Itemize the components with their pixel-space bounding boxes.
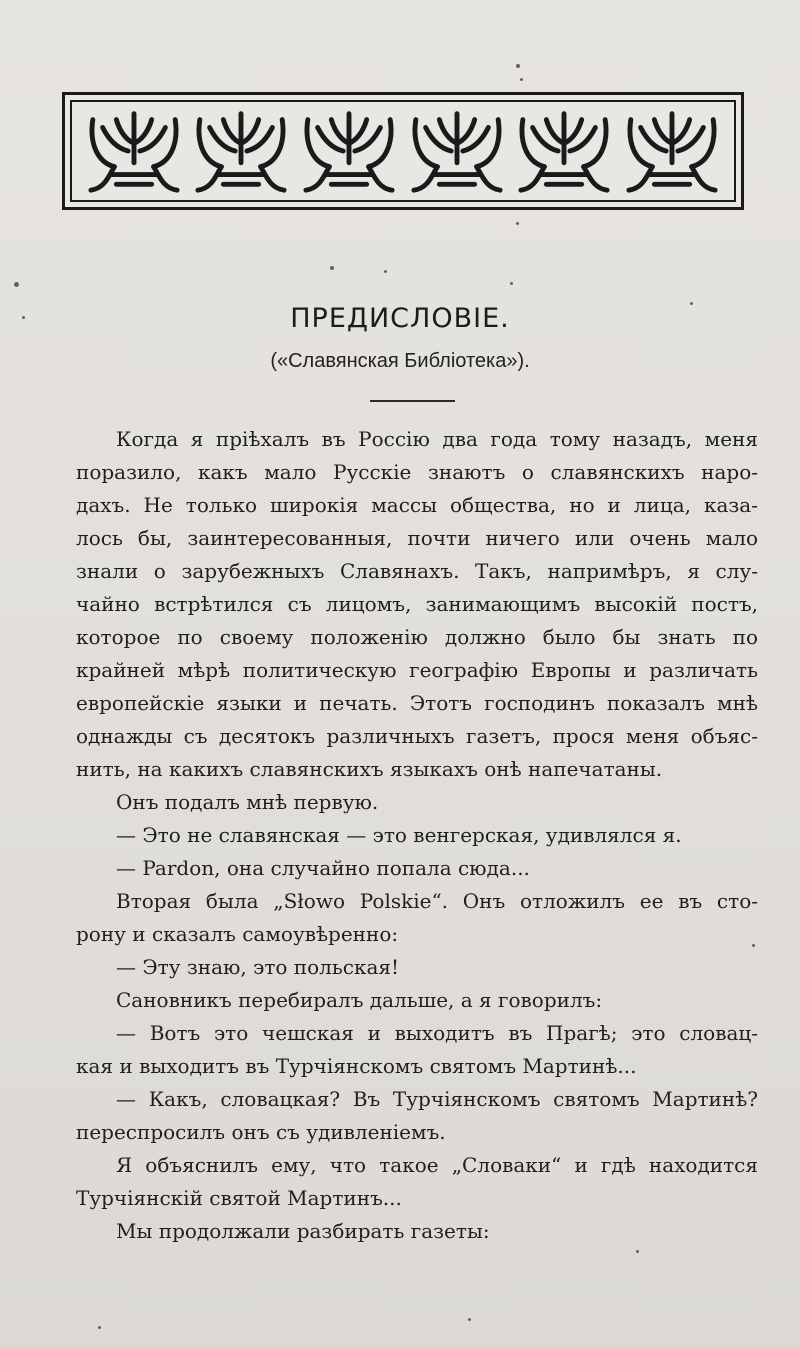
text-line: чайно встрѣтился съ лицомъ, занимающимъ высокій постъ, xyxy=(76,592,758,616)
section-divider xyxy=(370,400,455,402)
text-line: — Pardon, она случайно попала сюда... xyxy=(116,856,530,880)
lotus-ornament-icon xyxy=(192,105,290,197)
text-line: Онъ подалъ мнѣ первую. xyxy=(116,790,379,814)
text-line: Сановникъ перебиралъ дальше, а я говорилъ: xyxy=(116,988,603,1012)
ornament-frame xyxy=(70,100,736,202)
lotus-ornament-icon xyxy=(623,105,721,197)
text-line: дахъ. Не только широкія массы общества, но и лица, каза- xyxy=(76,493,758,517)
chapter-subtitle: («Славянская Библіотека»). xyxy=(270,350,530,372)
text-line: — Вотъ это чешская и выходитъ въ Прагѣ; это словац- xyxy=(116,1021,758,1045)
ink-fleck xyxy=(510,282,513,285)
lotus-ornament-icon xyxy=(300,105,398,197)
lotus-ornament-icon xyxy=(85,105,183,197)
text-line: — Какъ, словацкая? Въ Турчіянскомъ святомъ Мартинѣ? xyxy=(116,1087,758,1111)
text-line: Турчіянскій святой Мартинъ... xyxy=(76,1186,402,1210)
ink-fleck xyxy=(330,266,334,270)
ink-fleck xyxy=(516,222,519,225)
ink-fleck xyxy=(520,78,523,81)
ornamental-headpiece xyxy=(62,92,744,210)
text-line: Вторая была „Słowo Polskie“. Онъ отложилъ ее въ сто- xyxy=(116,889,758,913)
ink-fleck xyxy=(468,1318,471,1321)
text-line: кая и выходитъ въ Турчіянскомъ святомъ Мартинѣ... xyxy=(76,1054,637,1078)
ink-fleck xyxy=(636,1250,639,1253)
text-line: лось бы, заинтересованныя, почти ничего или очень мало xyxy=(76,526,758,550)
text-line: знали о зарубежныхъ Славянахъ. Такъ, напримѣръ, я слу- xyxy=(76,559,758,583)
lotus-ornament-icon xyxy=(515,105,613,197)
text-line: однажды съ десятокъ различныхъ газетъ, прося меня объяс- xyxy=(76,724,758,748)
text-line: Когда я пріѣхалъ въ Россію два года тому назадъ, меня xyxy=(116,427,758,451)
chapter-title: ПРЕДИСЛОВІЕ. xyxy=(290,303,510,334)
ink-fleck xyxy=(384,270,387,273)
text-line: европейскіе языки и печать. Этотъ господинъ показалъ мнѣ xyxy=(76,691,758,715)
text-line: которое по своему положенію должно было бы знать по xyxy=(76,625,758,649)
text-line: поразило, какъ мало Русскіе знаютъ о славянскихъ наро- xyxy=(76,460,758,484)
text-line: Мы продолжали разбирать газеты: xyxy=(116,1219,490,1243)
text-line: Я объяснилъ ему, что такое „Словаки“ и гдѣ находится xyxy=(116,1153,758,1177)
ink-fleck xyxy=(14,282,19,287)
text-line: крайней мѣрѣ политическую географію Европы и различать xyxy=(76,658,758,682)
lotus-ornament-icon xyxy=(408,105,506,197)
ink-fleck xyxy=(516,64,520,68)
ink-fleck xyxy=(98,1326,101,1329)
text-line: нить, на какихъ славянскихъ языкахъ онѣ напечатаны. xyxy=(76,757,663,781)
text-line: переспросилъ онъ съ удивленіемъ. xyxy=(76,1120,446,1144)
text-line: — Это не славянская — это венгерская, удивлялся я. xyxy=(116,823,682,847)
text-line: — Эту знаю, это польская! xyxy=(116,955,400,979)
text-line: рону и сказалъ самоувѣренно: xyxy=(76,922,399,946)
